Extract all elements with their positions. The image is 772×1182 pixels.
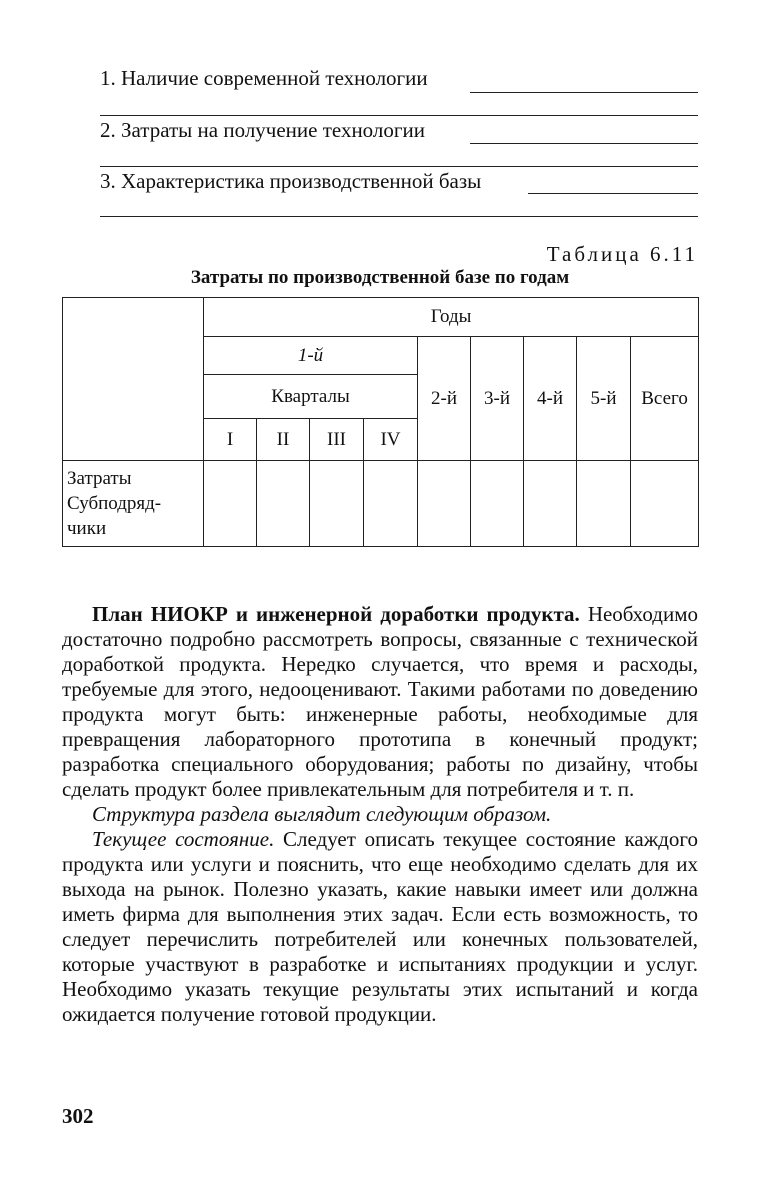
form-item-1-answer-line [470,92,698,93]
table-cell [524,461,577,547]
header-total: Всего [631,337,699,461]
form-item-2: 2. Затраты на получение технологии [100,118,425,142]
header-quarter-3: III [310,419,364,461]
table-cell [577,461,631,547]
table-label: Таблица 6.11 [546,242,698,266]
paragraph-structure: Структура раздела выглядит следующим образом. [92,802,552,826]
table-cell [257,461,310,547]
costs-table [62,297,699,547]
header-year-5: 5-й [577,337,631,461]
header-quarter-1: I [204,419,257,461]
table-cell [204,461,257,547]
table-cell [418,461,471,547]
table-cell [364,461,418,547]
paragraph-heading: Текущее состояние. [92,827,275,851]
row-label-line-2: Субподряд- [67,493,162,514]
header-quarters: Кварталы [204,375,418,419]
form-item-2-answer-line [470,143,698,144]
form-item-1-answer-line-2 [100,115,698,116]
header-first-year: 1-й [204,337,418,375]
table-title: Затраты по производственной базе по годам [190,267,570,288]
row-label-line-3: чики [67,518,107,539]
paragraph-heading: План НИОКР и инженерной доработки продукта. [92,602,580,626]
table-cell [471,461,524,547]
form-item-2-answer-line-2 [100,166,698,167]
paragraph-body: Необходимо достаточно подробно рассмотреть вопросы, связанные с технической доработкой продукта. Нередко случается, что время и расходы, требуемые для этого, недооценивают. Такими работами по доведению продукта могут быть: инженерные работы, необходимые для превращения лабораторного прототипа в конечный продукт; разработка специального оборудования; работы по дизайну, чтобы сделать продукт более привлекательным для потребителя и т. п. [62,602,698,801]
row-label-costs [63,461,204,547]
paragraph-current-state [62,827,698,1027]
paragraph-body: Следует описать текущее состояние каждого продукта или услуги и пояснить, что еще необходимо сделать для их выхода на рынок. Полезно указать, какие навыки имеет или должна иметь фирма для выполнения этих задач. Если есть возможность, то следует перечислить потребителей или конечных пользователей, которые участвуют в разработке и испытаниях продукции и услуг. Необходимо указать текущие результаты этих испытаний и когда ожидается получение готовой продукции. [62,827,698,1026]
row-label-line-1: Затраты [67,468,132,489]
header-year-3: 3-й [471,337,524,461]
table-corner-cell [63,298,204,461]
page-number: 302 [62,1104,94,1128]
form-item-3-answer-line [528,193,698,194]
header-year-4: 4-й [524,337,577,461]
header-quarter-4: IV [364,419,418,461]
table-cell [631,461,699,547]
body-text [62,602,698,1027]
header-year-2: 2-й [418,337,471,461]
form-item-1: 1. Наличие современной технологии [100,66,428,90]
paragraph-rnd-plan [62,602,698,802]
header-years: Годы [204,298,699,337]
form-item-3-answer-line-2 [100,216,698,217]
form-item-3: 3. Характеристика производственной базы [100,169,482,193]
table-cell [310,461,364,547]
header-quarter-2: II [257,419,310,461]
